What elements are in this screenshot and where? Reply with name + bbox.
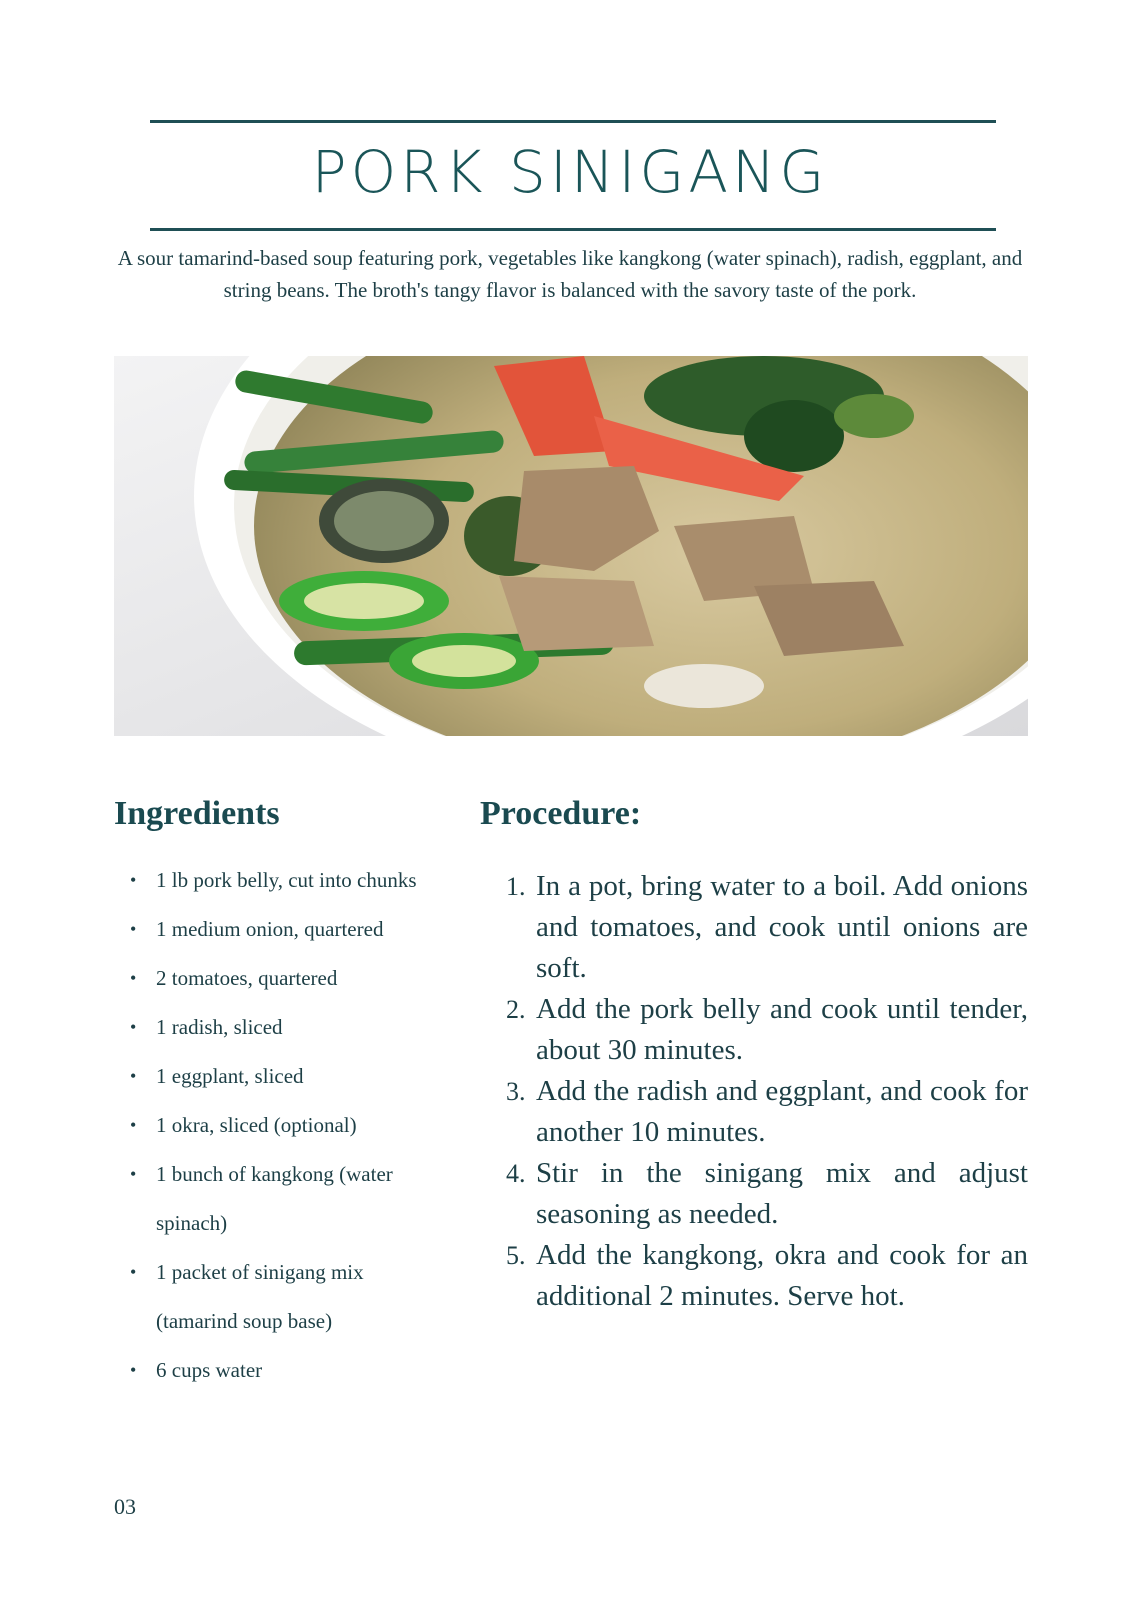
pork-sinigang-photo xyxy=(114,356,1028,736)
page-title: PORK SINIGANG xyxy=(311,138,829,206)
procedure-step xyxy=(506,866,1028,989)
kangkong-stem xyxy=(834,394,914,438)
procedure-step xyxy=(506,989,1028,1071)
bullet-icon: • xyxy=(130,1115,137,1135)
procedure-step xyxy=(506,1153,1028,1235)
step-text: Add the pork belly and cook until tender, about 30 minutes. xyxy=(536,993,1028,1066)
ingredient-item xyxy=(130,1101,450,1150)
procedure-heading: Procedure: xyxy=(480,795,642,832)
title-top-rule xyxy=(150,120,996,123)
ingredient-text: 1 radish, sliced xyxy=(156,1015,283,1039)
procedure-step xyxy=(506,1235,1028,1317)
recipe-description: A sour tamarind-based soup featuring pork, vegetables like kangkong (water spinach), radish, eggplant, and string beans. The broth's tangy flavor is balanced with the savory taste of the pork. xyxy=(117,246,1023,302)
ingredients-heading: Ingredients xyxy=(114,795,280,832)
bullet-icon: • xyxy=(130,870,137,890)
ingredient-item xyxy=(130,1248,450,1346)
ingredient-text: 1 medium onion, quartered xyxy=(156,917,384,941)
ingredient-text: 1 lb pork belly, cut into chunks xyxy=(156,868,417,892)
eggplant-flesh xyxy=(334,491,434,551)
ingredient-item xyxy=(130,856,450,905)
bullet-icon: • xyxy=(130,1360,137,1380)
step-number: 2. xyxy=(506,995,526,1024)
kangkong-leaf xyxy=(744,400,844,472)
bullet-icon: • xyxy=(130,1262,137,1282)
okra-inside xyxy=(412,645,516,677)
ingredient-text: 1 eggplant, sliced xyxy=(156,1064,304,1088)
okra-inside xyxy=(304,583,424,619)
step-number: 3. xyxy=(506,1077,526,1106)
bullet-icon: • xyxy=(130,919,137,939)
bullet-icon: • xyxy=(130,1066,137,1086)
step-text: Stir in the sinigang mix and adjust seasoning as needed. xyxy=(536,1157,1028,1230)
step-number: 5. xyxy=(506,1241,526,1270)
page-number: 03 xyxy=(114,1494,136,1519)
radish-slice xyxy=(644,664,764,708)
bullet-icon: • xyxy=(130,968,137,988)
soup-bowl-illustration xyxy=(114,356,1028,736)
step-number: 1. xyxy=(506,872,526,901)
bullet-icon: • xyxy=(130,1017,137,1037)
ingredients-list xyxy=(130,856,450,1395)
ingredient-text: 1 packet of sinigang mix (tamarind soup base) xyxy=(156,1260,364,1333)
procedure-list xyxy=(506,866,1028,1317)
step-text: Add the radish and eggplant, and cook for another 10 minutes. xyxy=(536,1075,1028,1148)
bullet-icon: • xyxy=(130,1164,137,1184)
step-text: Add the kangkong, okra and cook for an additional 2 minutes. Serve hot. xyxy=(536,1239,1028,1312)
ingredient-text: 2 tomatoes, quartered xyxy=(156,966,338,990)
ingredient-item xyxy=(130,1150,450,1248)
ingredient-item xyxy=(130,1052,450,1101)
ingredient-item xyxy=(130,1346,450,1395)
pork-chunk xyxy=(499,576,654,651)
procedure-step xyxy=(506,1071,1028,1153)
ingredient-item xyxy=(130,905,450,954)
ingredient-item xyxy=(130,954,450,1003)
ingredient-text: 6 cups water xyxy=(156,1358,263,1382)
ingredient-text: 1 bunch of kangkong (water spinach) xyxy=(156,1162,393,1235)
step-number: 4. xyxy=(506,1159,526,1188)
title-bottom-rule xyxy=(150,228,996,231)
ingredient-item xyxy=(130,1003,450,1052)
ingredient-text: 1 okra, sliced (optional) xyxy=(156,1113,357,1137)
step-text: In a pot, bring water to a boil. Add onions and tomatoes, and cook until onions are soft. xyxy=(536,870,1028,984)
